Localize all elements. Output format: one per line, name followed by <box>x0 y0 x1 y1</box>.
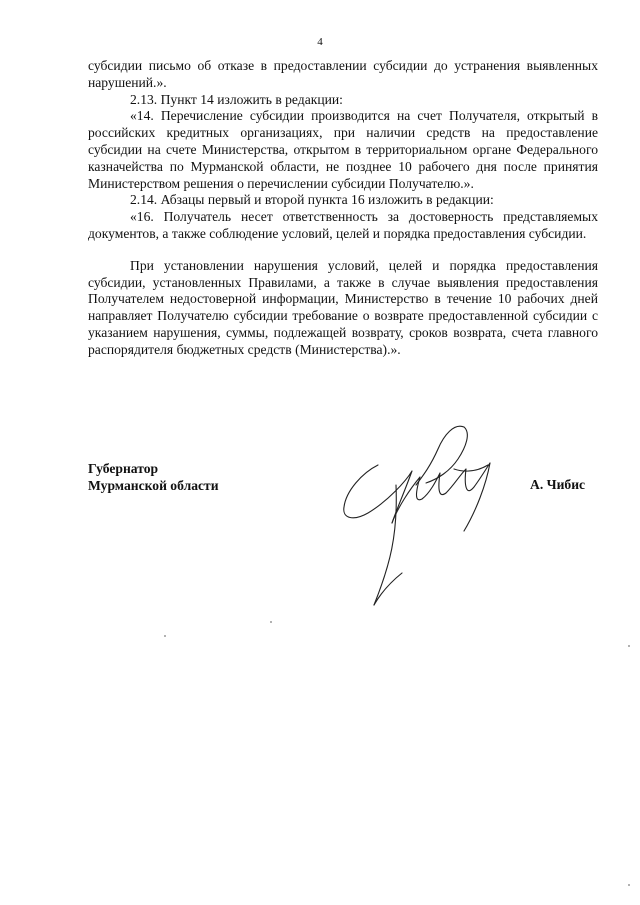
scan-speck <box>270 621 272 623</box>
page-number: 4 <box>317 36 323 48</box>
signer-position-line1: Губернатор <box>88 461 159 476</box>
paragraph-item-2-13: 2.13. Пункт 14 изложить в редакции: <box>130 91 343 107</box>
paragraph-point-14: «14. Перечисление субсидии производится на счет Получателя, открытый в российских кредитных организациях, при наличии средств на предоставление субсидии на счете Министерства, открытом в территориальном органе Федерального казначейства по Мурманской области, не позднее 10 рабочего дня после принятия Министерством решения о перечислении субсидии Получателю.». <box>88 108 598 191</box>
signer-name: А. Чибис <box>530 477 586 492</box>
paragraph-point-16-second: При установлении нарушения условий, целей и порядка предоставления субсидии, установленных Правилами, а также в случае выявления предоставления Получателем недостоверной информации, Министерство в течение 10 рабочих дней направляет Получателю субсидии требование о возврате предоставленной субсидии с указанием нарушения, суммы, подлежащей возврату, сроков возврата, счета главного распорядителя бюджетных средств (Министерства).». <box>88 257 598 357</box>
paragraph-continuation: субсидии письмо об отказе в предоставлении субсидии до устранения выявленных нарушений.». <box>88 58 598 90</box>
paragraph-point-16: «16. Получатель несет ответственность за достоверность представляемых документов, а также соблюдение условий, целей и порядка предоставления субсидии. <box>88 209 598 241</box>
scan-speck <box>628 884 630 886</box>
handwritten-signature <box>326 415 526 615</box>
scan-speck <box>628 645 630 647</box>
document-body <box>88 58 598 359</box>
scan-speck <box>164 635 166 637</box>
signer-position-line2: Мурманской области <box>88 478 219 493</box>
paragraph-item-2-14: 2.14. Абзацы первый и второй пункта 16 изложить в редакции: <box>130 192 494 208</box>
